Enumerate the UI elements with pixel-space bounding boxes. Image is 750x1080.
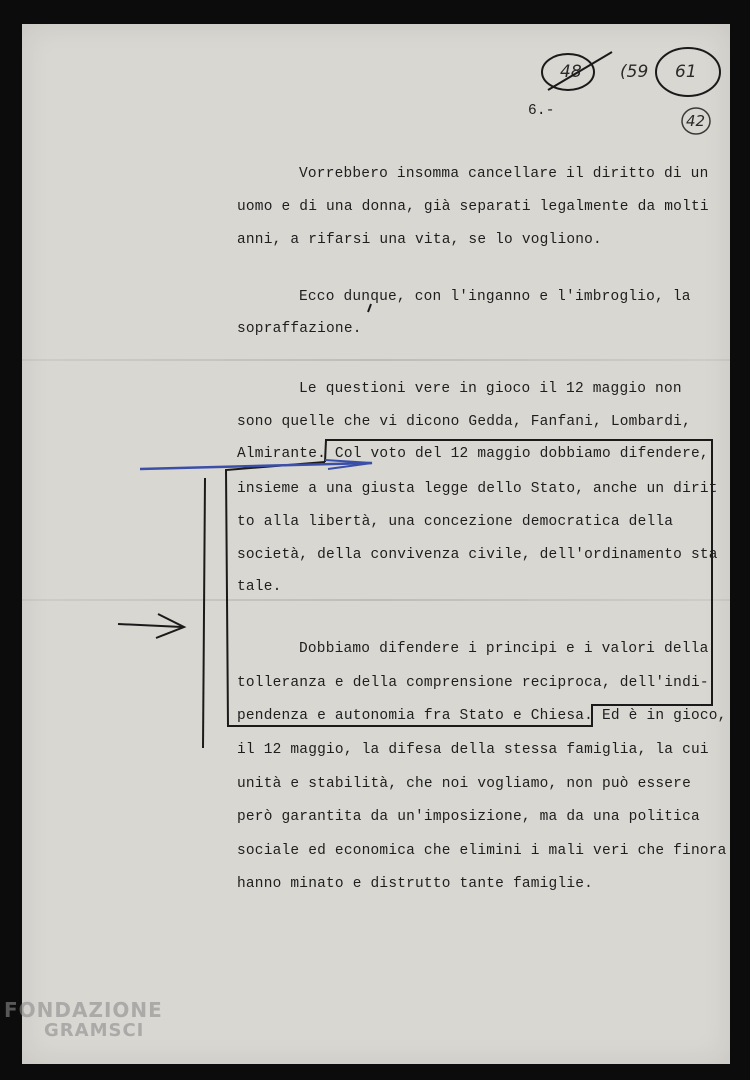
- text-line: sono quelle che vi dicono Gedda, Fanfani, Lombardi,: [237, 414, 691, 430]
- handwritten-number: 42: [686, 112, 706, 130]
- text-line: il 12 maggio, la difesa della stessa famiglia, la cui: [237, 742, 709, 758]
- handwritten-number: 48: [560, 62, 582, 82]
- text-line: Ecco dunque, con l'inganno e l'imbroglio, la: [299, 289, 691, 305]
- text-line: uomo e di una donna, già separati legalmente da molti: [237, 199, 709, 215]
- text-line: società, della convivenza civile, dell'ordinamento sta: [237, 547, 718, 563]
- text-line: anni, a rifarsi una vita, se lo vogliono.: [237, 232, 602, 248]
- text-line: Almirante. Col voto del 12 maggio dobbiamo difendere,: [237, 446, 709, 462]
- handwritten-number: 61: [675, 62, 697, 82]
- fondazione-gramsci-logo: FONDAZIONE GRAMSCI: [4, 998, 163, 1041]
- text-line: tale.: [237, 579, 282, 595]
- text-line: to alla libertà, una concezione democratica della: [237, 514, 674, 530]
- paper-fold-line: [22, 599, 730, 601]
- text-line: Dobbiamo difendere i principi e i valori della: [299, 641, 709, 657]
- text-line: pendenza e autonomia fra Stato e Chiesa. Ed è in gioco,: [237, 708, 727, 724]
- text-line: Le questioni vere in gioco il 12 maggio non: [299, 381, 682, 397]
- text-line: sociale ed economica che elimini i mali veri che finora: [237, 843, 727, 859]
- handwritten-number: (59: [620, 62, 649, 82]
- text-line: insieme a una giusta legge dello Stato, anche un dirit: [237, 481, 718, 497]
- text-line: hanno minato e distrutto tante famiglie.: [237, 876, 594, 892]
- text-line: sopraffazione.: [237, 321, 362, 337]
- page-number: 6.-: [528, 103, 555, 119]
- text-line: però garantita da un'imposizione, ma da una politica: [237, 809, 700, 825]
- text-line: unità e stabilità, che noi vogliamo, non può essere: [237, 776, 691, 792]
- text-line: Vorrebbero insomma cancellare il diritto di un: [299, 166, 709, 182]
- text-line: tolleranza e della comprensione reciproca, dell'indi-: [237, 675, 709, 691]
- paper-fold-line: [22, 359, 730, 361]
